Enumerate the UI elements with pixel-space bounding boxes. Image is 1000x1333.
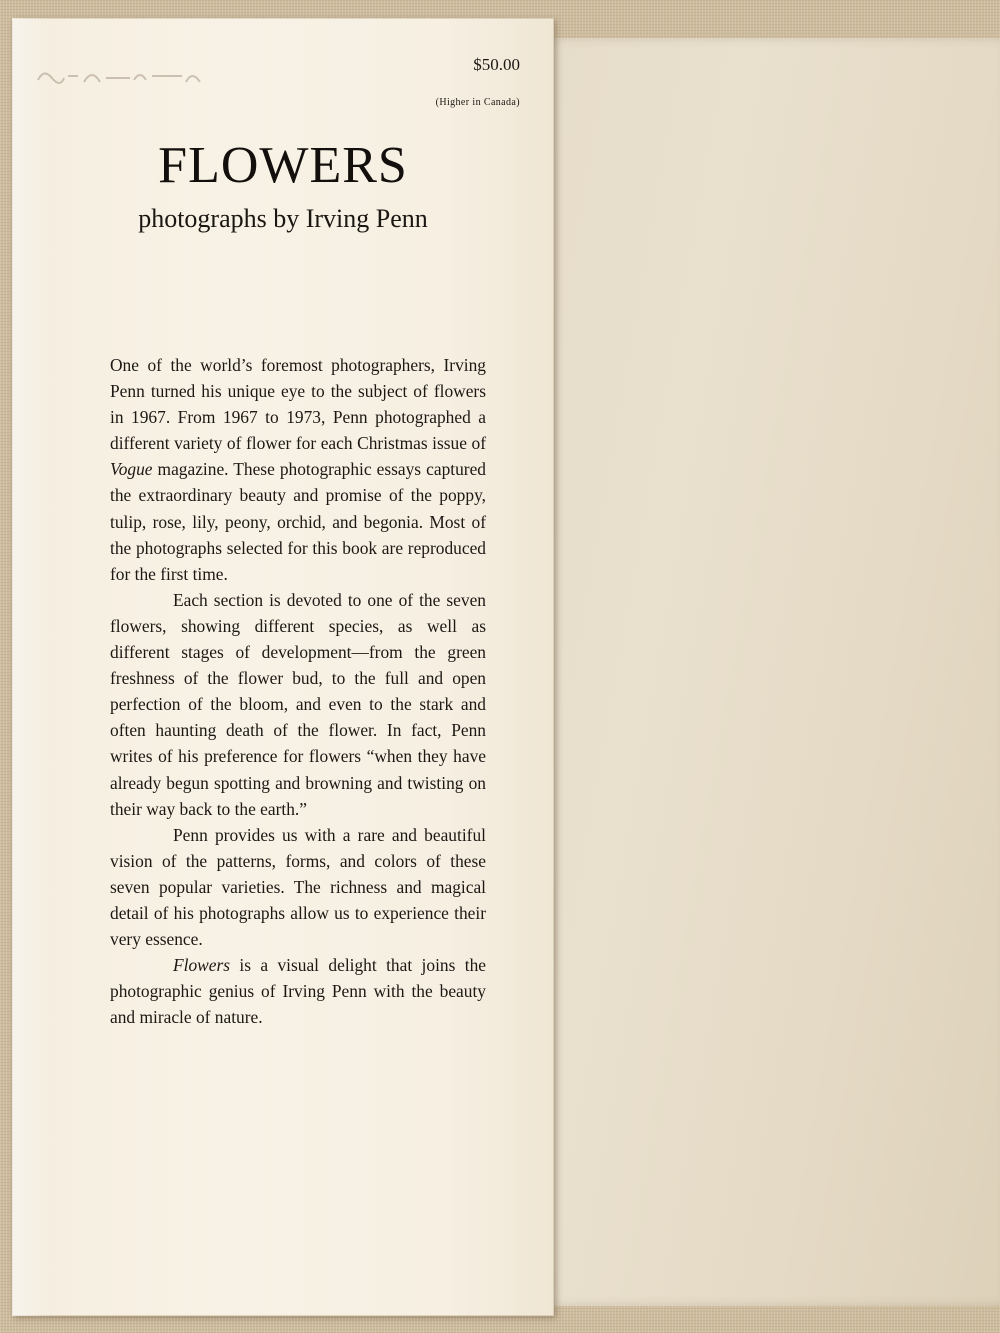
blurb-paragraph-2: Each section is devoted to one of the seven flowers, showing different species, as well as different stages of development—from the green freshness of the flower bud, to the full and open perfection of the bloom, and even to the stark and often haunting death of the flower. In fact, Penn writes of his preference for flowers “when they have already begun spotting and browning and twisting on their way back to the earth.” [110,589,486,819]
blurb-text: is a visual delight that joins the photographic genius of Irving Penn with the beauty and miracle of nature. [110,955,486,1028]
flap-blurb [110,352,486,1030]
blurb-italic: Flowers [173,955,231,976]
blurb-paragraph-4 [110,952,486,1030]
dust-jacket-flap [12,18,554,1316]
blurb-text: One of the world’s foremost photographers, Irving Penn turned his unique eye to the subject of flowers in 1967. From 1967 to 1973, Penn photographed a different variety of flower for each Christmas issue of [110,355,486,454]
blurb-italic: Vogue [110,459,153,480]
book-title: FLOWERS [158,137,408,194]
book-subtitle: photographs by Irving Penn [138,204,428,233]
book-board [548,38,1000,1306]
blurb-text: magazine. These photographic essays captured the extraordinary beauty and promise of the poppy, tulip, rose, lily, peony, orchid, and begonia. Most of the photographs selected for this book are reproduced for the first time. [110,459,486,584]
price-label: $50.00 [473,55,520,74]
blurb-paragraph-3: Penn provides us with a rare and beautiful vision of the patterns, forms, and colors of these seven popular varieties. The richness and magical detail of his photographs allow us to experience their very essence. [110,824,486,950]
faint-stamp-mark [34,54,214,94]
price-note: (Higher in Canada) [435,97,520,108]
blurb-paragraph-1 [110,352,486,587]
